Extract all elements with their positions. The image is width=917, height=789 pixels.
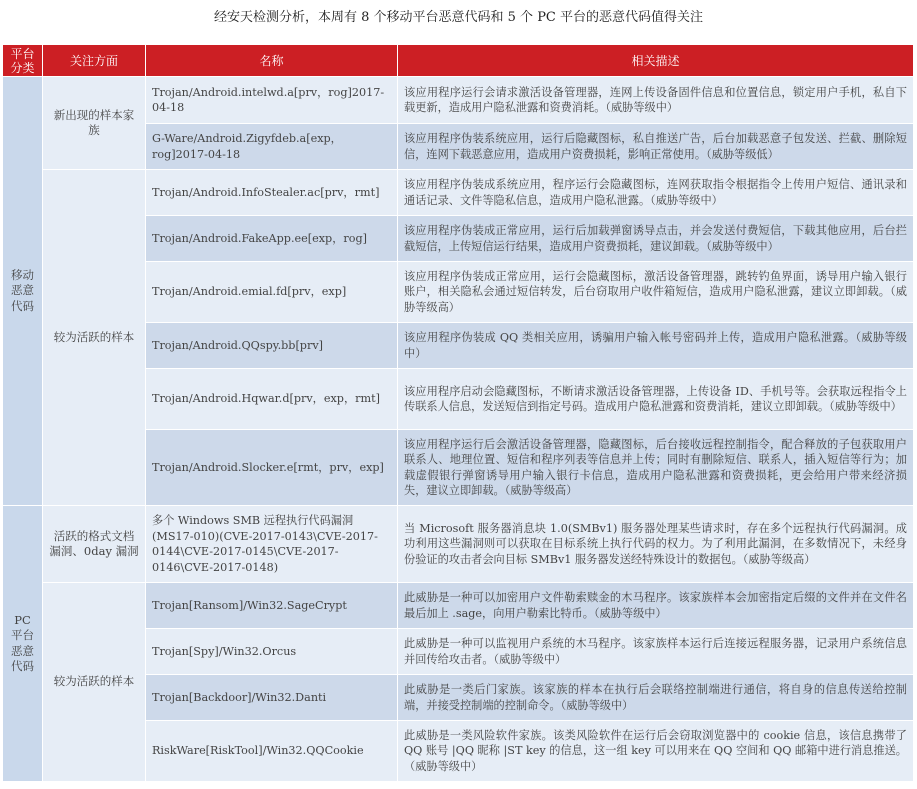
sample-name: G-Ware/Android.Zigyfdeb.a[exp，rog]2017-04-18 [146,124,398,170]
sample-description: 当 Microsoft 服务器消息块 1.0(SMBv1) 服务器处理某些请求时，存在多个远程执行代码漏洞。成功利用这些漏洞则可以获取在目标系统上执行代码的权力。为了利用此漏洞，在多数情况下，未经身份验证的攻击者会向目标 SMBv1 服务器发送经特殊设计的数据包。（威胁等级高） [398,506,914,583]
sample-description: 该应用程序伪装成正常应用，运行后加载弹窗诱导点击，并会发送付费短信，下载其他应用，后台拦截短信，上传短信运行结果，造成用户资费损耗，建议卸载。（威胁等级中） [398,216,914,262]
sample-name: Trojan/Android.InfoStealer.ac[prv，rmt] [146,170,398,216]
platform-mobile: 移动恶意代码 [3,77,43,506]
focus-new-family: 新出现的样本家族 [43,77,146,170]
sample-description: 此威胁是一类风险软件家族。该类风险软件在运行后会窃取浏览器中的 cookie 信息，该信息携带了 QQ 账号 |QQ 昵称 |ST key 的信息，这一组 key 可以用来在 QQ 空间和 QQ 邮箱中进行消息推送。（威胁等级中） [398,721,914,782]
header-focus: 关注方面 [43,45,146,77]
sample-name: 多个 Windows SMB 远程执行代码漏洞(MS17-010)(CVE-2017-0143\CVE-2017-0144\CVE-2017-0145\CVE-2017-0146\CVE-2017-0148) [146,506,398,583]
sample-name: Trojan/Android.emial.fd[prv，exp] [146,262,398,323]
focus-active-pc: 较为活跃的样本 [43,583,146,782]
sample-description: 该应用程序伪装系统应用，运行后隐藏图标，私自推送广告，后台加载恶意子包发送、拦截、删除短信，连网下载恶意应用，造成用户资费损耗，影响正常使用。（威胁等级低） [398,124,914,170]
sample-description: 此威胁是一种可以加密用户文件勒索赎金的木马程序。该家族样本会加密指定后缀的文件并在文件名最后加上 .sage，向用户勒索比特币。（威胁等级中） [398,583,914,629]
platform-pc: PC平台恶意代码 [3,506,43,782]
header-platform: 平台分类 [3,45,43,77]
sample-name: Trojan/Android.QQspy.bb[prv] [146,323,398,369]
table-row [3,77,914,124]
sample-description: 该应用程序伪装成正常应用，运行会隐藏图标，激活设备管理器，跳转钓鱼界面，诱导用户输入银行账户，相关隐私会通过短信转发，后台窃取用户收件箱短信，造成用户隐私泄露，建议立即卸载。（威胁等级高） [398,262,914,323]
header-description: 相关描述 [398,45,914,77]
table-row [3,583,914,629]
sample-description: 该应用程序伪装成 QQ 类相关应用，诱骗用户输入帐号密码并上传，造成用户隐私泄露。（威胁等级中） [398,323,914,369]
focus-vulnerabilities: 活跃的格式文档漏洞、0day 漏洞 [43,506,146,583]
table-header-row [3,45,914,77]
sample-description: 该应用程序运行会请求激活设备管理器，连网上传设备固件信息和位置信息，锁定用户手机，私自下载更新，造成用户隐私泄露和资费消耗。（威胁等级中） [398,77,914,124]
threat-table [2,44,914,782]
sample-name: Trojan/Android.FakeApp.ee[exp，rog] [146,216,398,262]
table-row [3,170,914,216]
sample-name: Trojan[Ransom]/Win32.SageCrypt [146,583,398,629]
header-name: 名称 [146,45,398,77]
sample-name: Trojan/Android.Slocker.e[rmt，prv，exp] [146,430,398,506]
sample-description: 该应用程序伪装成系统应用，程序运行会隐藏图标，连网获取指令根据指令上传用户短信、通讯录和通话记录、文件等隐私信息，造成用户隐私泄露。（威胁等级中） [398,170,914,216]
sample-name: Trojan/Android.intelwd.a[prv，rog]2017-04-18 [146,77,398,124]
sample-description: 此威胁是一类后门家族。该家族的样本在执行后会联络控制端进行通信，将自身的信息传送给控制端，并接受控制端的控制命令。（威胁等级中） [398,675,914,721]
table-row [3,506,914,583]
sample-description: 此威胁是一种可以监视用户系统的木马程序。该家族样本运行后连接远程服务器，记录用户系统信息并回传给攻击者。（威胁等级中） [398,629,914,675]
focus-active-mobile: 较为活跃的样本 [43,170,146,506]
sample-description: 该应用程序运行后会激活设备管理器，隐藏图标，后台接收远程控制指令，配合释放的子包获取用户联系人、地理位置、短信和程序列表等信息并上传；同时有删除短信、联系人，插入短信等行为；加载虚假银行弹窗诱导用户输入银行卡信息，造成用户隐私泄露和资费损耗，更会给用户带来经济损失，建议立即卸载。（威胁等级高） [398,430,914,506]
page-title: 经安天检测分析，本周有 8 个移动平台恶意代码和 5 个 PC 平台的恶意代码值得关注 [213,10,704,25]
sample-name: Trojan/Android.Hqwar.d[prv，exp，rmt] [146,369,398,430]
sample-name: Trojan[Spy]/Win32.Orcus [146,629,398,675]
sample-name: RiskWare[RiskTool]/Win32.QQCookie [146,721,398,782]
sample-description: 该应用程序启动会隐藏图标，不断请求激活设备管理器，上传设备 ID、手机号等。会获取远程指令上传联系人信息，发送短信到指定号码。造成用户隐私泄露和资费消耗，建议立即卸载。（威胁等级中） [398,369,914,430]
sample-name: Trojan[Backdoor]/Win32.Danti [146,675,398,721]
